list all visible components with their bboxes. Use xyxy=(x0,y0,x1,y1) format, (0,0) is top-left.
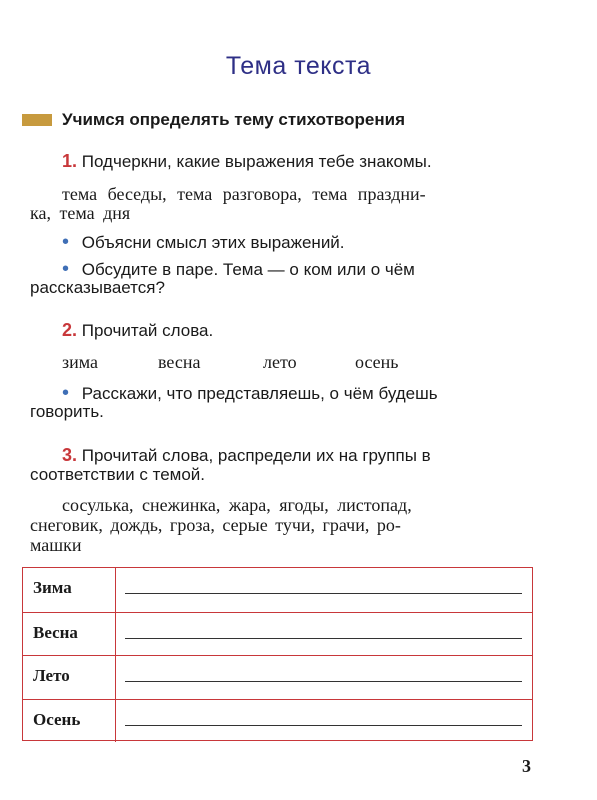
cell-divider xyxy=(115,568,116,612)
row-label-autumn: Осень xyxy=(33,709,81,729)
task2-number: 2. xyxy=(62,320,78,340)
task2-words xyxy=(0,352,597,376)
task2-bullet xyxy=(62,382,438,405)
task3-words-line1: сосулька, снежинка, жара, ягоды, листопад, xyxy=(62,495,412,515)
task1-phrases-line1: тема беседы, тема разговора, тема праздни- xyxy=(62,184,426,204)
task1-phrases-line2: ка, тема дня xyxy=(30,203,131,223)
task3-words-line2: снеговик, дождь, гроза, серые тучи, грачи, ро- xyxy=(30,515,401,535)
sorting-table xyxy=(22,567,533,741)
answer-line-spring[interactable] xyxy=(125,638,522,639)
bullet-icon: • xyxy=(62,382,70,404)
task3-number: 3. xyxy=(62,445,78,465)
table-row xyxy=(23,699,532,743)
task2-word: осень xyxy=(355,352,399,372)
task1-bullet-a xyxy=(62,231,345,254)
task1-instruction xyxy=(62,151,432,172)
task3-text: Прочитай слова, распредели их на группы в xyxy=(81,446,431,465)
task2-word: весна xyxy=(158,352,201,372)
task3-instruction xyxy=(62,445,431,466)
task2-text: Прочитай слова. xyxy=(81,321,214,340)
task1-bullet-b-text: Обсудите в паре. Тема — о ком или о чём xyxy=(81,260,415,279)
task2-word: зима xyxy=(62,352,98,372)
table-row xyxy=(23,612,532,656)
table-row xyxy=(23,568,532,612)
task3-words-line3: машки xyxy=(30,535,82,555)
row-label-summer: Лето xyxy=(33,666,70,685)
cell-divider xyxy=(115,656,116,699)
answer-line-winter[interactable] xyxy=(125,593,522,594)
bullet-icon: • xyxy=(62,258,70,280)
bullet-icon: • xyxy=(62,231,70,253)
task2-bullet-text: Расскажи, что представляешь, о чём будешь xyxy=(81,384,438,403)
section-heading: Учимся определять тему стихотворения xyxy=(62,110,406,129)
task1-text: Подчеркни, какие выражения тебе знакомы. xyxy=(81,152,432,171)
task2-bullet-line2: говорить. xyxy=(30,402,104,421)
cell-divider xyxy=(115,700,116,743)
table-row xyxy=(23,655,532,699)
task3-text-line2: соответствии с темой. xyxy=(30,465,206,484)
task2-word: лето xyxy=(263,352,297,372)
task1-bullet-a-text: Объясни смысл этих выражений. xyxy=(81,233,345,252)
page-title: Тема текста xyxy=(225,52,372,80)
cell-divider xyxy=(115,613,116,656)
task2-instruction xyxy=(62,320,213,341)
row-label-spring: Весна xyxy=(33,622,78,642)
answer-line-summer[interactable] xyxy=(125,681,522,682)
section-marker xyxy=(22,114,52,126)
task1-number: 1. xyxy=(62,151,78,171)
answer-line-autumn[interactable] xyxy=(125,725,522,726)
page-number: 3 xyxy=(522,756,531,776)
row-label-winter: Зима xyxy=(33,578,72,597)
task1-bullet-b-line2: рассказывается? xyxy=(30,278,165,297)
